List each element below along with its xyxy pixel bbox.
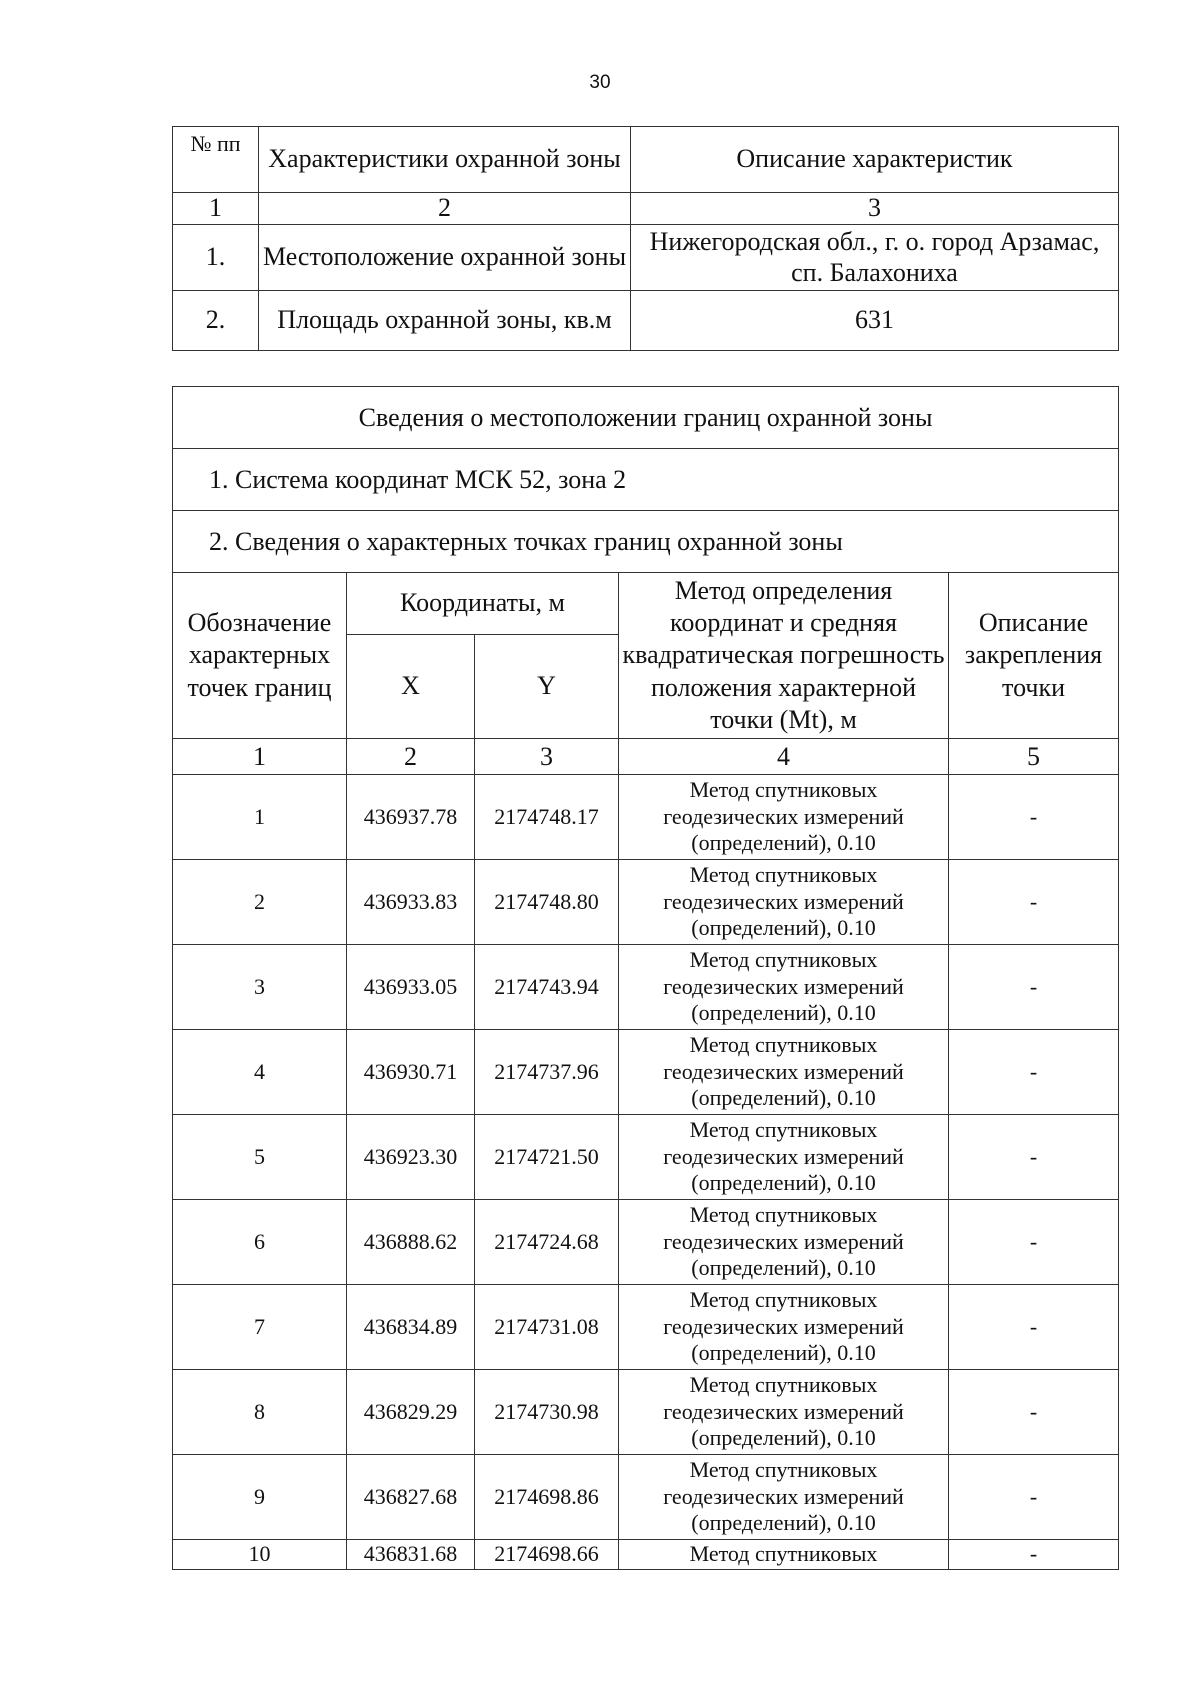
header-designation: Обозначение характерных точек границ bbox=[173, 573, 347, 739]
cell-fixing: - bbox=[949, 1030, 1119, 1115]
cell-fixing: - bbox=[949, 1370, 1119, 1455]
cell-x: 436930.71 bbox=[347, 1030, 475, 1115]
cell-point: 1 bbox=[173, 775, 347, 860]
column-number: 2 bbox=[259, 193, 631, 225]
cell-y: 2174730.98 bbox=[475, 1370, 619, 1455]
table-row bbox=[173, 860, 1119, 945]
table-row bbox=[173, 1370, 1119, 1455]
cell-fixing: - bbox=[949, 860, 1119, 945]
cell-point: 3 bbox=[173, 945, 347, 1030]
cell-fixing: - bbox=[949, 1540, 1119, 1570]
table-row bbox=[173, 1030, 1119, 1115]
row-num: 1. bbox=[173, 225, 259, 291]
table-row bbox=[173, 1200, 1119, 1285]
cell-x: 436937.78 bbox=[347, 775, 475, 860]
cell-method: Метод спутниковых геодезических измерений (определений), 0.10 bbox=[619, 1030, 949, 1115]
cell-method: Метод спутниковых bbox=[619, 1540, 949, 1570]
cell-fixing: - bbox=[949, 1115, 1119, 1200]
cell-y: 2174748.17 bbox=[475, 775, 619, 860]
cell-method: Метод спутниковых геодезических измерений (определений), 0.10 bbox=[619, 1200, 949, 1285]
cell-point: 5 bbox=[173, 1115, 347, 1200]
cell-y: 2174721.50 bbox=[475, 1115, 619, 1200]
cell-method: Метод спутниковых геодезических измерений (определений), 0.10 bbox=[619, 1370, 949, 1455]
cell-x: 436831.68 bbox=[347, 1540, 475, 1570]
row-description: Нижегородская обл., г. о. город Арзамас, сп. Балахониха bbox=[631, 225, 1119, 291]
summary-column-numbers bbox=[173, 193, 1119, 225]
column-number: 4 bbox=[619, 739, 949, 775]
column-number: 1 bbox=[173, 739, 347, 775]
table-row bbox=[173, 1540, 1119, 1570]
column-number: 3 bbox=[475, 739, 619, 775]
summary-table bbox=[172, 126, 1119, 351]
points-heading: 2. Сведения о характерных точках границ охранной зоны bbox=[173, 511, 1119, 573]
cell-method: Метод спутниковых геодезических измерений (определений), 0.10 bbox=[619, 1455, 949, 1540]
cell-fixing: - bbox=[949, 775, 1119, 860]
row-characteristic: Местоположение охранной зоны bbox=[259, 225, 631, 291]
cell-x: 436933.05 bbox=[347, 945, 475, 1030]
cell-y: 2174748.80 bbox=[475, 860, 619, 945]
row-description: 631 bbox=[631, 291, 1119, 351]
column-number: 5 bbox=[949, 739, 1119, 775]
table-row bbox=[173, 1285, 1119, 1370]
header-num: № пп bbox=[173, 127, 259, 193]
cell-y: 2174731.08 bbox=[475, 1285, 619, 1370]
header-characteristic: Характеристики охранной зоны bbox=[259, 127, 631, 193]
table-row bbox=[173, 775, 1119, 860]
column-number: 1 bbox=[173, 193, 259, 225]
cell-point: 2 bbox=[173, 860, 347, 945]
boundary-table bbox=[172, 386, 1119, 1570]
cell-x: 436923.30 bbox=[347, 1115, 475, 1200]
cell-x: 436834.89 bbox=[347, 1285, 475, 1370]
table-row bbox=[173, 291, 1119, 351]
header-y: Y bbox=[475, 635, 619, 739]
boundary-column-numbers bbox=[173, 739, 1119, 775]
row-characteristic: Площадь охранной зоны, кв.м bbox=[259, 291, 631, 351]
cell-point: 10 bbox=[173, 1540, 347, 1570]
cell-x: 436827.68 bbox=[347, 1455, 475, 1540]
summary-header-row bbox=[173, 127, 1119, 193]
cell-point: 8 bbox=[173, 1370, 347, 1455]
cell-point: 6 bbox=[173, 1200, 347, 1285]
header-description: Описание характеристик bbox=[631, 127, 1119, 193]
cell-y: 2174698.86 bbox=[475, 1455, 619, 1540]
header-x: X bbox=[347, 635, 475, 739]
cell-y: 2174743.94 bbox=[475, 945, 619, 1030]
table-row bbox=[173, 225, 1119, 291]
header-fixing: Описание закрепления точки bbox=[949, 573, 1119, 739]
cell-method: Метод спутниковых геодезических измерений (определений), 0.10 bbox=[619, 1115, 949, 1200]
cell-method: Метод спутниковых геодезических измерений (определений), 0.10 bbox=[619, 860, 949, 945]
row-num: 2. bbox=[173, 291, 259, 351]
cell-y: 2174737.96 bbox=[475, 1030, 619, 1115]
cell-point: 4 bbox=[173, 1030, 347, 1115]
header-coordinates: Координаты, м bbox=[347, 573, 619, 635]
cell-x: 436933.83 bbox=[347, 860, 475, 945]
cell-method: Метод спутниковых геодезических измерений (определений), 0.10 bbox=[619, 1285, 949, 1370]
header-method: Метод определения координат и средняя квадратическая погрешность положения характерной точки (Mt), м bbox=[619, 573, 949, 739]
cell-fixing: - bbox=[949, 1455, 1119, 1540]
cell-x: 436888.62 bbox=[347, 1200, 475, 1285]
column-number: 2 bbox=[347, 739, 475, 775]
cell-fixing: - bbox=[949, 945, 1119, 1030]
cell-point: 7 bbox=[173, 1285, 347, 1370]
cell-y: 2174698.66 bbox=[475, 1540, 619, 1570]
cell-fixing: - bbox=[949, 1200, 1119, 1285]
table-row bbox=[173, 1455, 1119, 1540]
cell-method: Метод спутниковых геодезических измерений (определений), 0.10 bbox=[619, 945, 949, 1030]
cell-method: Метод спутниковых геодезических измерений (определений), 0.10 bbox=[619, 775, 949, 860]
coord-system: 1. Система координат МСК 52, зона 2 bbox=[173, 449, 1119, 511]
table-row bbox=[173, 1115, 1119, 1200]
cell-fixing: - bbox=[949, 1285, 1119, 1370]
cell-y: 2174724.68 bbox=[475, 1200, 619, 1285]
page-number: 30 bbox=[589, 72, 611, 93]
cell-point: 9 bbox=[173, 1455, 347, 1540]
boundary-title: Сведения о местоположении границ охранной зоны bbox=[173, 387, 1119, 449]
cell-x: 436829.29 bbox=[347, 1370, 475, 1455]
column-number: 3 bbox=[631, 193, 1119, 225]
table-row bbox=[173, 945, 1119, 1030]
